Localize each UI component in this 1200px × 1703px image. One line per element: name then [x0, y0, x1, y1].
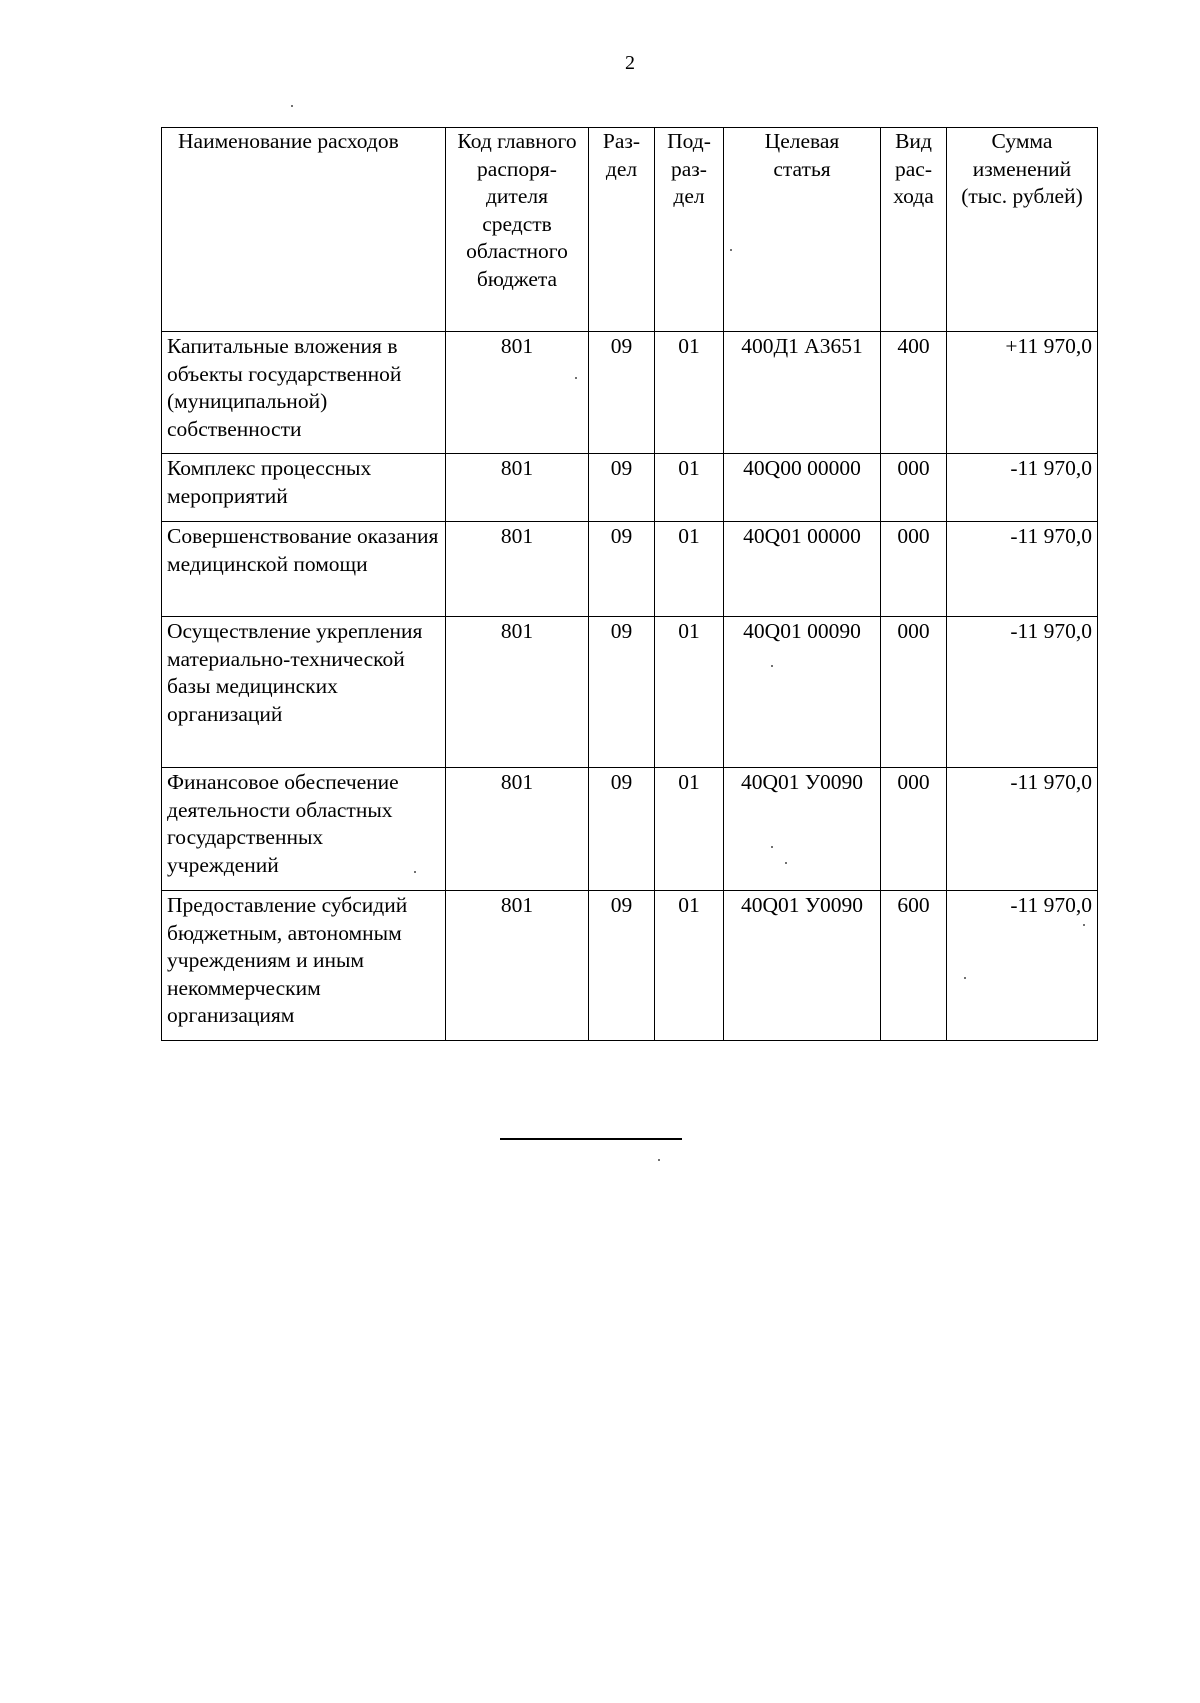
header-type-label: Вид рас-хода [893, 129, 934, 208]
header-section [589, 128, 655, 332]
row-name: Осуществление укрепления материально-технической базы медицинских организаций [162, 617, 446, 768]
row-code: 801 [446, 522, 589, 617]
header-sum-label: Сумма изменений (тыс. рублей) [961, 129, 1083, 208]
row-target: 40Q01 У0090 [724, 891, 881, 1041]
row-type: 600 [881, 891, 947, 1041]
table-row [162, 332, 1098, 454]
header-code [446, 128, 589, 332]
table-row [162, 768, 1098, 891]
row-sum: -11 970,0 [947, 522, 1098, 617]
row-name: Финансовое обеспечение деятельности областных государственных учреждений [162, 768, 446, 891]
row-type: 000 [881, 768, 947, 891]
row-section: 09 [589, 332, 655, 454]
header-sum [947, 128, 1098, 332]
row-name: Капитальные вложения в объекты государственной (муниципальной) собственности [162, 332, 446, 454]
row-sum: -11 970,0 [947, 768, 1098, 891]
row-target: 40Q01 00090 [724, 617, 881, 768]
row-code: 801 [446, 891, 589, 1041]
row-section: 09 [589, 617, 655, 768]
table-row [162, 454, 1098, 522]
row-sum: +11 970,0 [947, 332, 1098, 454]
row-sum: -11 970,0 [947, 617, 1098, 768]
scan-speck [658, 1159, 660, 1161]
row-target: 40Q01 У0090 [724, 768, 881, 891]
header-code-label: Код главного распоря-дителя средств областного бюджета [457, 129, 577, 291]
row-code: 801 [446, 617, 589, 768]
row-section: 09 [589, 891, 655, 1041]
row-name: Предоставление субсидий бюджетным, автономным учреждениям и иным некоммерческим организациям [162, 891, 446, 1041]
row-subsection: 01 [655, 617, 724, 768]
row-subsection: 01 [655, 768, 724, 891]
row-type: 000 [881, 617, 947, 768]
row-section: 09 [589, 454, 655, 522]
table-header-row [162, 128, 1098, 332]
row-target: 40Q01 00000 [724, 522, 881, 617]
page-number: 2 [625, 52, 635, 74]
row-sum: -11 970,0 [947, 454, 1098, 522]
row-code: 801 [446, 332, 589, 454]
row-name: Совершенствование оказания медицинской помощи [162, 522, 446, 617]
row-name: Комплекс процессных мероприятий [162, 454, 446, 522]
budget-changes-table [161, 127, 1098, 1041]
row-subsection: 01 [655, 891, 724, 1041]
row-type: 000 [881, 522, 947, 617]
row-sum: -11 970,0 [947, 891, 1098, 1041]
row-code: 801 [446, 768, 589, 891]
row-type: 000 [881, 454, 947, 522]
row-target: 40Q00 00000 [724, 454, 881, 522]
table-row [162, 891, 1098, 1041]
end-of-document-rule [500, 1138, 682, 1140]
table-row [162, 522, 1098, 617]
header-target [724, 128, 881, 332]
row-code: 801 [446, 454, 589, 522]
row-subsection: 01 [655, 332, 724, 454]
row-type: 400 [881, 332, 947, 454]
header-subsection-label: Под-раз-дел [667, 129, 711, 208]
header-subsection [655, 128, 724, 332]
scan-speck [291, 105, 293, 107]
row-section: 09 [589, 768, 655, 891]
header-name: Наименование расходов [162, 128, 446, 332]
header-target-label: Целевая статья [764, 129, 840, 181]
row-target: 400Д1 А3651 [724, 332, 881, 454]
header-section-label: Раз-дел [602, 129, 641, 181]
row-section: 09 [589, 522, 655, 617]
table-row [162, 617, 1098, 768]
header-type [881, 128, 947, 332]
row-subsection: 01 [655, 522, 724, 617]
row-subsection: 01 [655, 454, 724, 522]
